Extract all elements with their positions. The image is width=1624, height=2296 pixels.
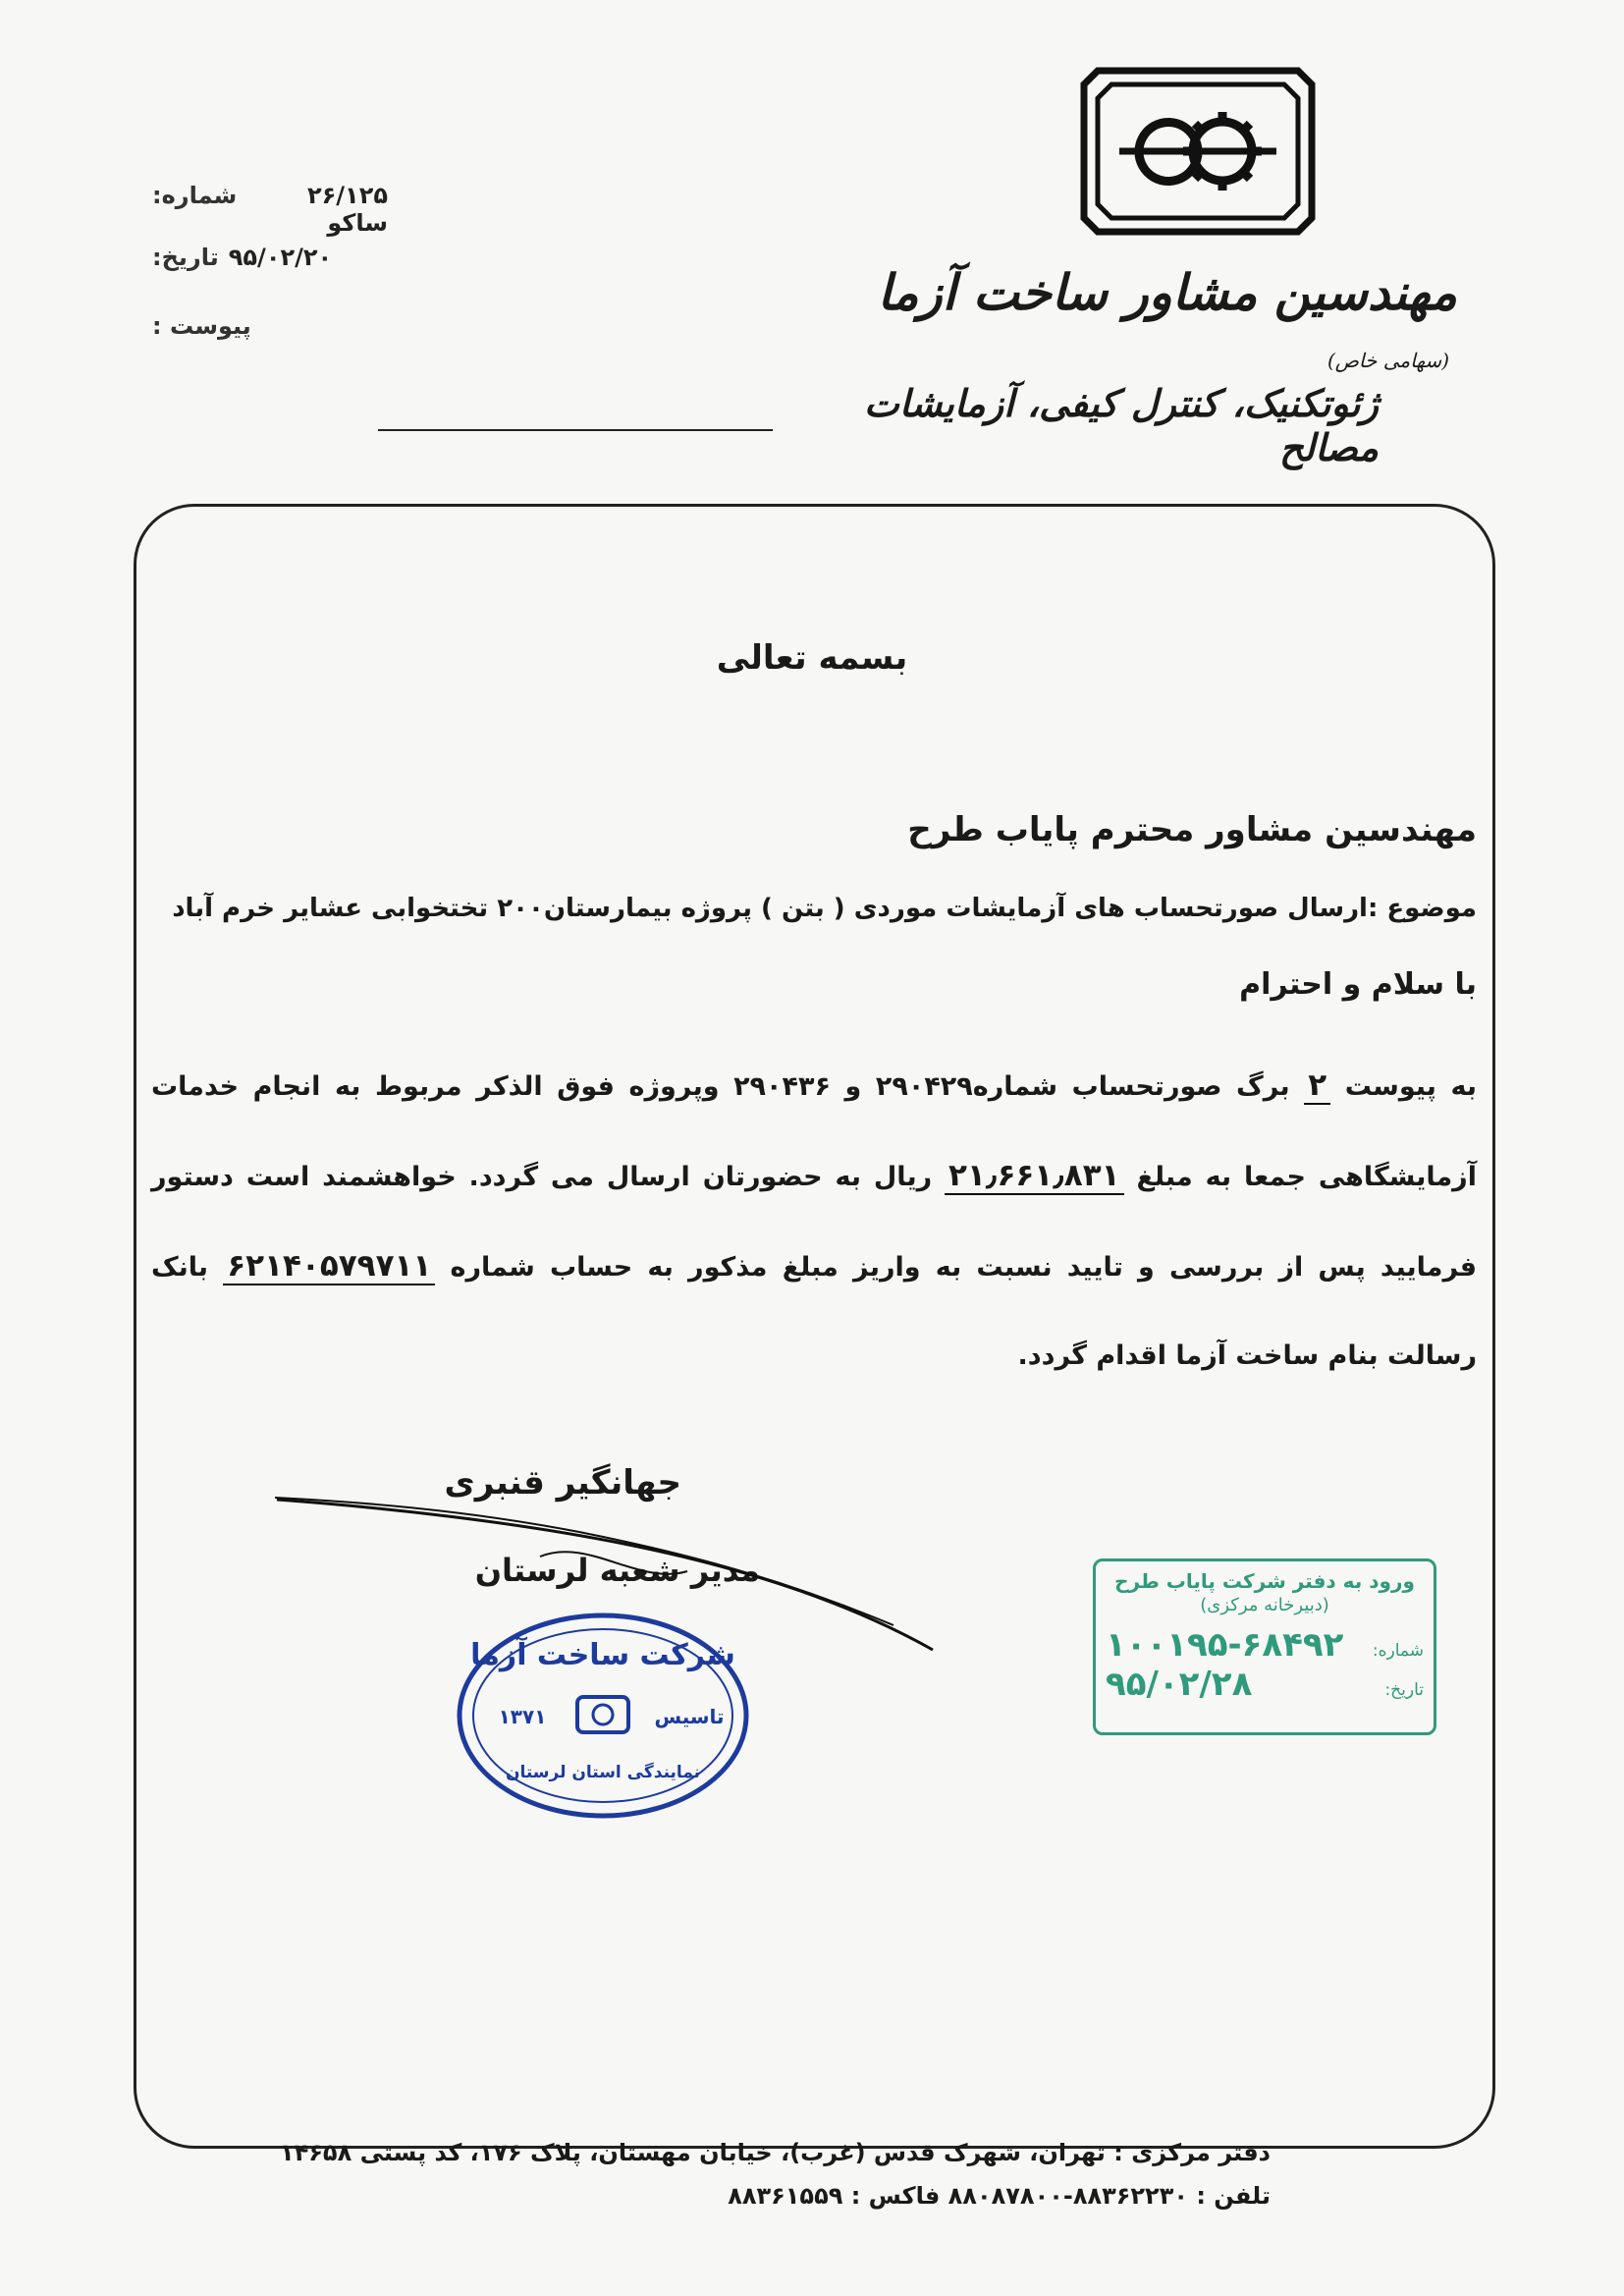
company-name [868, 263, 1457, 379]
signatory-title: مدیر شعبه لرستان [474, 1552, 760, 1589]
addressee: مهندسین مشاور محترم پایاب طرح [907, 810, 1477, 849]
attachment-count: ۲ [1304, 1067, 1330, 1105]
entry-number-value: ۱۰۰۱۹۵-۶۸۴۹۲ [1106, 1625, 1344, 1665]
company-tagline: ژئوتکنیک، کنترل کیفی، آزمایشات مصالح [863, 381, 1379, 469]
company-type: (سهامی خاص) [1326, 349, 1449, 372]
svg-text:شرکت ساخت آزما: شرکت ساخت آزما [470, 1638, 735, 1672]
entry-stamp-subtitle: (دبیرخانه مرکزی) [1200, 1595, 1329, 1615]
svg-text:نمایندگی استان لرستان: نمایندگی استان لرستان [505, 1763, 701, 1782]
company-logo-icon [1080, 67, 1316, 236]
body-part-4: بانک رسالت بنام ساخت آزما اقدام گردد. [151, 1252, 1477, 1371]
number-label: شماره: [152, 182, 238, 209]
company-name-text: مهندسین مشاور ساخت آزما [877, 263, 1457, 321]
signatory-name: جهانگیر قنبری [444, 1463, 681, 1503]
salutation: با سلام و احترام [1239, 967, 1477, 1002]
footer-address: دفتر مرکزی : تهران، شهرک قدس (غرب)، خیابان مهستان، پلاک ۱۷۶، کد پستی ۱۴۶۵۸ [279, 2139, 1271, 2166]
entry-date-label: تاریخ: [1384, 1680, 1424, 1700]
letter-date [152, 244, 388, 271]
body-part-2: برگ صورتحساب شماره۲۹۰۴۲۹ و ۲۹۰۴۳۶ وپروژه فوق الذکر مربوط به انجام خدمات آزمایشگاهی جمعا به مبلغ [151, 1071, 1477, 1192]
account-number: ۶۲۱۴۰۵۷۹۷۱۱ [223, 1248, 435, 1285]
date-value: ۹۵/۰۲/۲۰ [228, 244, 333, 271]
entry-date-value: ۹۵/۰۲/۲۸ [1106, 1665, 1253, 1704]
svg-text:تاسیس: تاسیس [654, 1705, 725, 1728]
body-part-3: ریال به حضورتان ارسال می گردد. خواهشمند است دستور فرمایید پس از بررسی و تایید نسبت به واریز مبلغ مذکور به حساب شماره [151, 1162, 1477, 1283]
company-seal-icon [454, 1611, 753, 1822]
footer-phones: تلفن : ۸۸۳۶۲۲۳۰-۸۸۰۸۷۸۰۰ فاکس : ۸۸۳۶۱۵۵۹ [728, 2182, 1271, 2210]
header-divider [378, 429, 773, 431]
invocation: بسمه تعالی [716, 638, 908, 678]
svg-text:۱۳۷۱: ۱۳۷۱ [498, 1705, 547, 1728]
entry-stamp-title: ورود به دفتر شرکت پایاب طرح [1114, 1569, 1415, 1593]
body-part-1: به پیوست [1344, 1071, 1477, 1102]
entry-stamp [1093, 1558, 1436, 1735]
date-label: تاریخ: [152, 244, 219, 271]
letter-attachment [152, 312, 388, 340]
subject-line: موضوع :ارسال صورتحساب های آزمایشات موردی ( بتن ) پروژه بیمارستان۲۰۰ تختخوابی عشایر خرم آباد [172, 894, 1477, 923]
letter-number [152, 182, 388, 237]
attachment-label: پیوست : [152, 312, 251, 340]
entry-number-label: شماره: [1372, 1641, 1424, 1661]
amount-value: ۲۱٫۶۶۱٫۸۳۱ [945, 1158, 1124, 1195]
letter-body [151, 1041, 1477, 1400]
number-value: ۲۶/۱۲۵ ساکو [306, 182, 388, 237]
